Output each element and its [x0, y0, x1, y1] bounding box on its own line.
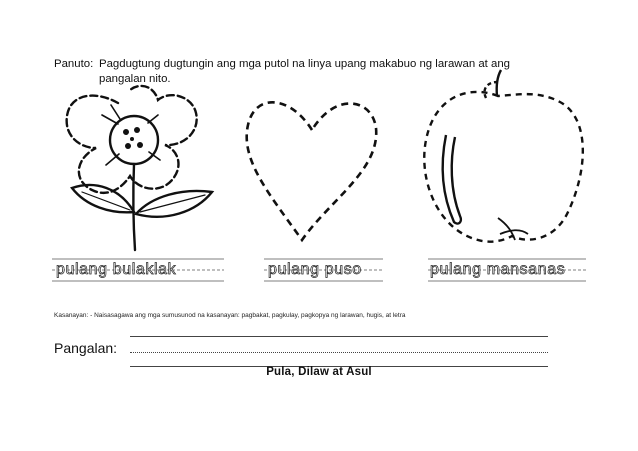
instructions-line2: pangalan nito. [99, 73, 171, 85]
heart-icon [247, 102, 377, 240]
flower-icon [67, 86, 212, 250]
writing-line-top [130, 336, 548, 337]
worksheet-title: Pula, Dilaw at Asul [266, 366, 372, 378]
trace-word-apple: pulang mansanas [430, 261, 566, 278]
trace-word-heart: pulang puso [268, 261, 362, 278]
trace-word-flower: pulang bulaklak [56, 261, 177, 278]
instructions-line1: Pagdugtung dugtungin ang mga putol na linya upang makabuo ng larawan at ang [99, 58, 511, 70]
name-line [130, 352, 548, 353]
apple-icon [424, 70, 583, 242]
skills-text: Kasanayan: - Naisasagawa ang mga sumusunod na kasanayan: pagbakat, pagkulay, pagkopya ng larawan, hugis, at letra [54, 312, 406, 319]
name-label: Pangalan: [54, 340, 118, 356]
instructions-label: Panuto: [54, 58, 94, 70]
